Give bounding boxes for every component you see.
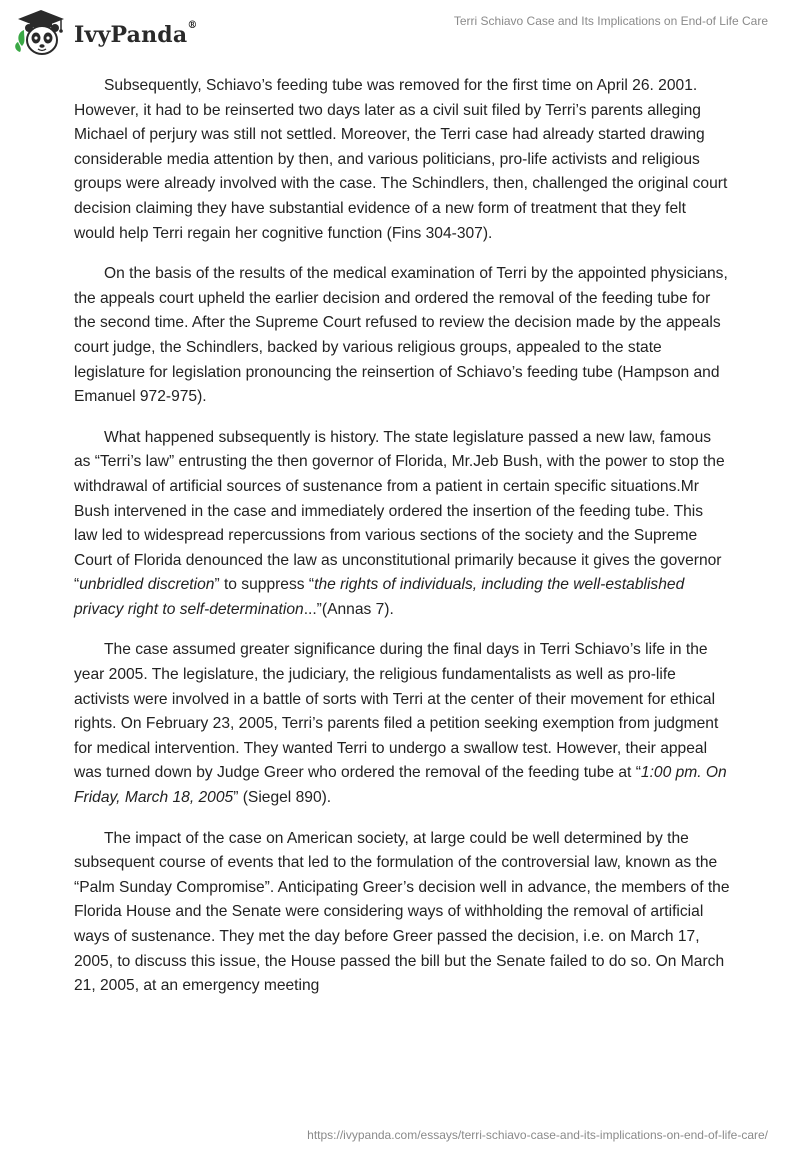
page-header: [0, 0, 800, 70]
paragraph-3-text-a: What happened subsequently is history. The state legislature passed a new law, famous as “Terri’s law” entrusting the then governor of Florida, Mr.Jeb Bush, with the power to stop the withdrawal of artificial sources of sustenance from a patient in certain specific situations.Mr Bush intervened in the case and immediately ordered the insertion of the feeding tube. This law led to widespread repercussions from various sections of the society and the Supreme Court of Florida denounced the law as unconstitutional primarily because it gives the governor “: [74, 428, 725, 594]
paragraph-1: [74, 74, 730, 246]
paragraph-5: [74, 827, 730, 999]
paragraph-2: [74, 262, 730, 410]
paragraph-3: [74, 426, 730, 623]
paragraph-3-text-b: ” to suppress “: [214, 576, 315, 594]
paragraph-5-text: The impact of the case on American society, at large could be well determined by the subsequent course of events that led to the formulation of the controversial law, known as the “Palm Sunday Compromise”. Anticipating Greer’s decision well in advance, the members of the Florida House and the Senate were considering ways of withholding the removal of artificial ways of sustenance. They met the day before Greer passed the decision, i.e. on March 17, 2005, to discuss this issue, the House passed the bill but the Senate failed to do so. On March 21, 2005, at an emergency meeting: [74, 829, 730, 995]
panda-graduate-icon: [14, 8, 68, 58]
paragraph-3-quote-a: unbridled discretion: [79, 576, 215, 594]
document-title: Terri Schiavo Case and Its Implications on End-of Life Care: [453, 14, 768, 28]
paragraph-4-text-b: ” (Siegel 890).: [233, 789, 332, 807]
logo-name: IvyPanda: [74, 22, 188, 48]
ivypanda-logo[interactable]: [14, 8, 198, 58]
paragraph-4-text-a: The case assumed greater significance during the final days in Terri Schiavo’s life in the year 2005. The legislature, the judiciary, the religious fundamentalists as well as pro-life activists were involved in a battle of sorts with Terri at the center of their movement for ethical rights. On February 23, 2005, Terri’s parents filed a petition seeking exemption from judgment for medical intervention. They wanted Terri to undergo a swallow test. However, their appeal was turned down by Judge Greer who ordered the removal of the feeding tube at “: [74, 641, 719, 782]
source-url[interactable]: https://ivypanda.com/essays/terri-schiavo-case-and-its-implications-on-end-of-life-care/: [307, 1128, 768, 1142]
logo-wordmark: [74, 22, 198, 48]
registered-mark: ®: [187, 20, 198, 31]
paragraph-2-text: On the basis of the results of the medical examination of Terri by the appointed physicians, the appeals court upheld the earlier decision and ordered the removal of the feeding tube for the second time. After the Supreme Court refused to review the decision made by the appeals court judge, the Schindlers, backed by various religious groups, appealed to the state legislature for legislation pronouncing the reinsertion of Schiavo’s feeding tube (Hampson and Emanuel 972-975).: [74, 265, 728, 406]
paragraph-4: [74, 638, 730, 810]
paragraph-1-text: Subsequently, Schiavo’s feeding tube was removed for the first time on April 26. 2001. However, it had to be reinserted two days later as a civil suit filed by Terri’s parents alleging Michael of perjury was still not settled. Moreover, the Terri case had already started drawing considerable media attention by then, and various politicians, pro-life activists and religious groups were already involved with the case. The Schindlers, then, challenged the original court decision claiming they have substantial evidence of a new form of treatment that they felt would help Terri regain her cognitive function (Fins 304-307).: [74, 77, 728, 242]
essay-body: [74, 74, 730, 1015]
paragraph-3-text-c: ...”(Annas 7).: [303, 600, 394, 618]
paragraph-3-quote-b: the rights of individuals, including the well-established privacy right to self-determination: [74, 576, 685, 618]
paragraph-4-quote: 1:00 pm. On Friday, March 18, 2005: [74, 764, 727, 807]
